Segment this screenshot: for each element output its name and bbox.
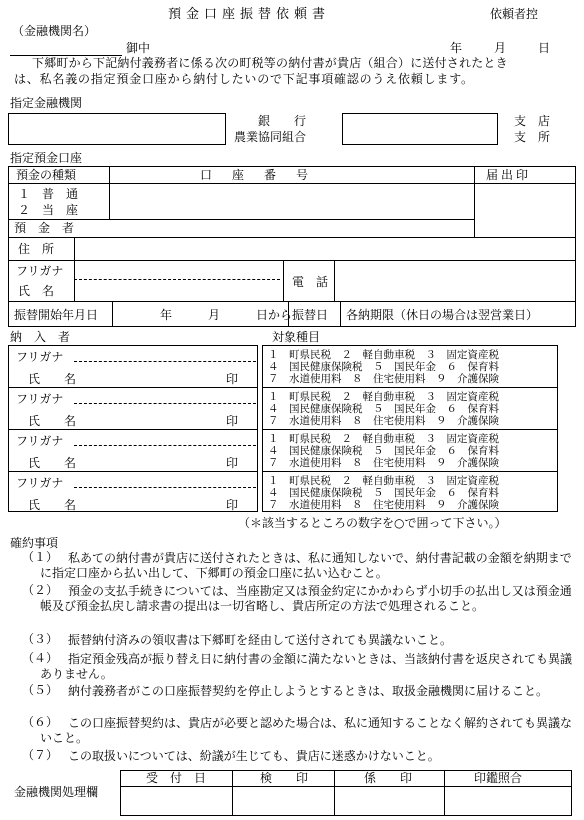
branch-name-field[interactable] [342, 113, 498, 145]
institution-section-label: 指定金融機関 [10, 96, 83, 110]
term-5-text: 納付義務者がこの口座振替契約を停止しようとするときは、取扱金融機関に届けること。 [68, 684, 549, 698]
staff-seal-cell[interactable] [335, 786, 444, 816]
term-4-text: 指定預金残高が振り替え日に納付書の金額に満たないときは、当該納付書を返戻されても異議ありません。 [40, 652, 573, 681]
account-type-current[interactable]: ２ 当 座 [18, 203, 79, 217]
term-6-text: この口座振替契約は、貴店が必要と認めた場合は、私に通知することなく解約されても異議ないこと。 [40, 716, 573, 745]
inspection-seal-header: 検 印 [260, 771, 309, 785]
phone-label: 電 話 [292, 275, 329, 289]
start-date-value[interactable]: 年 月 日から [160, 308, 293, 322]
account-type-ordinary[interactable]: １ 普 通 [18, 187, 79, 201]
term-1-number: （１） [22, 550, 59, 564]
day-label: 日 [538, 41, 551, 55]
term-7-text: この取扱いについては、紛議が生じても、貴店に迷惑かけないこと。 [68, 749, 440, 763]
taxpayer-3-furigana-label: フリガナ [16, 434, 64, 448]
seal-verification-cell[interactable] [445, 786, 571, 816]
staff-seal-header: 係 印 [364, 771, 413, 785]
taxpayer-1-seal: 印 [226, 372, 239, 386]
account-table [8, 166, 576, 327]
year-label: 年 [450, 41, 463, 55]
account-number-header: 口 座 番 号 [200, 168, 313, 182]
term-3-text: 振替納付済みの領収書は下郷町を経由して送付されても異議ないこと。 [68, 633, 453, 647]
document-title: 預金口座振替依頼書 [168, 7, 331, 22]
processing-label: 金融機関処理欄 [14, 785, 99, 799]
holder-name-label: 氏 名 [18, 284, 55, 298]
taxpayer-1-name-label: 氏 名 [28, 372, 77, 386]
circle-instruction-note: （＊該当するところの数字を○で囲って下さい。） [238, 516, 507, 530]
term-7-number: （７） [22, 748, 59, 762]
bank-label: 銀 行 [258, 114, 307, 128]
bank-name-label: （金融機関名） [12, 24, 97, 38]
deadline-text: 各納期限（休日の場合は翌営業日） [346, 308, 539, 322]
tax-items-1-line-1[interactable]: １ 町県民税 ２ 軽自動車税 ３ 固定資産税 [268, 349, 499, 361]
tax-items-1-line-3[interactable]: ７ 水道使用料 ８ 住宅使用料 ９ 介護保険 [268, 373, 499, 385]
tax-items-1-line-2[interactable]: ４ 国民健康保険税 ５ 国民年金 ６ 保育料 [268, 361, 499, 373]
taxpayer-4-name-label: 氏 名 [28, 498, 77, 512]
taxpayer-2-seal: 印 [226, 414, 239, 428]
taxpayer-2-furigana-label: フリガナ [16, 392, 64, 406]
taxpayer-4-furigana-label: フリガナ [16, 476, 64, 490]
terms-heading: 確約事項 [10, 536, 59, 550]
tax-items-4-line-2[interactable]: ４ 国民健康保険税 ５ 国民年金 ６ 保育料 [268, 487, 499, 499]
tax-items-4-line-3[interactable]: ７ 水道使用料 ８ 住宅使用料 ９ 介護保険 [268, 499, 499, 511]
office-label: 支 所 [514, 130, 551, 144]
seal-header: 届出印 [486, 168, 532, 182]
term-2-text: 預金の支払手続きについては、当座勘定又は預金約定にかかわらず小切手の払出し又は預金通帳及び預金払戻し請求書の提出は一切省略し、貴店所定の方法で処理されること。 [40, 584, 572, 613]
intro-line-1: 下郷町から下記納付義務者に係る次の町税等の納付書が貴店（組合）に送付されたとき [32, 56, 508, 70]
taxpayer-1-furigana-label: フリガナ [16, 350, 64, 364]
tax-items-2-line-1[interactable]: １ 町県民税 ２ 軽自動車税 ３ 固定資産税 [268, 391, 499, 403]
account-section-label: 指定預金口座 [10, 151, 83, 165]
tax-items-4-line-1[interactable]: １ 町県民税 ２ 軽自動車税 ３ 固定資産税 [268, 475, 499, 487]
tax-items-3-line-3[interactable]: ７ 水道使用料 ８ 住宅使用料 ９ 介護保険 [268, 457, 499, 469]
coop-label: 農業協同組合 [234, 130, 307, 144]
tax-items-3-line-1[interactable]: １ 町県民税 ２ 軽自動車税 ３ 固定資産税 [268, 433, 499, 445]
copy-label: 依頼者控 [490, 7, 539, 21]
tax-items-2-line-2[interactable]: ４ 国民健康保険税 ５ 国民年金 ６ 保育料 [268, 403, 499, 415]
target-items-label: 対象種目 [272, 330, 321, 344]
seal-verification-header: 印鑑照合 [474, 771, 523, 785]
bank-name-field[interactable] [8, 113, 226, 145]
transfer-date-label: 振替日 [292, 308, 329, 322]
term-2-number: （２） [22, 583, 59, 597]
term-1-text: 私あての納付書が貴店に送付されたときは、私に通知しないで、納付書記載の金額を納期までに指定口座から払い出して、下郷町の預金口座に払い込むこと。 [40, 551, 572, 580]
term-3-number: （３） [22, 632, 59, 646]
term-4-number: （４） [22, 651, 59, 665]
start-date-label: 振替開始年月日 [14, 308, 99, 322]
taxpayer-4-seal: 印 [226, 498, 239, 512]
branch-label: 支 店 [514, 114, 551, 128]
term-6-number: （６） [22, 715, 59, 729]
taxpayer-2-name-label: 氏 名 [28, 414, 77, 428]
intro-line-2: は、私名義の指定預金口座から納付したいので下記事項確認のうえ依頼します。 [14, 72, 474, 86]
account-type-header: 預金の種類 [16, 168, 77, 182]
month-label: 月 [494, 41, 507, 55]
inspection-seal-cell[interactable] [233, 786, 334, 816]
tax-items-2-line-3[interactable]: ７ 水道使用料 ８ 住宅使用料 ９ 介護保険 [268, 415, 499, 427]
received-date-header: 受 付 日 [146, 771, 207, 785]
taxpayer-3-name-label: 氏 名 [28, 456, 77, 470]
received-date-cell[interactable] [120, 786, 233, 816]
taxpayer-section-label: 納 入 者 [10, 330, 71, 344]
term-5-number: （５） [22, 683, 59, 697]
holder-label: 預 金 者 [14, 221, 75, 235]
taxpayer-3-seal: 印 [226, 456, 239, 470]
address-label: 住 所 [18, 242, 55, 256]
furigana-label: フリガナ [16, 264, 64, 278]
tax-items-3-line-2[interactable]: ４ 国民健康保険税 ５ 国民年金 ６ 保育料 [268, 445, 499, 457]
onchu-text: 御中 [126, 41, 151, 55]
